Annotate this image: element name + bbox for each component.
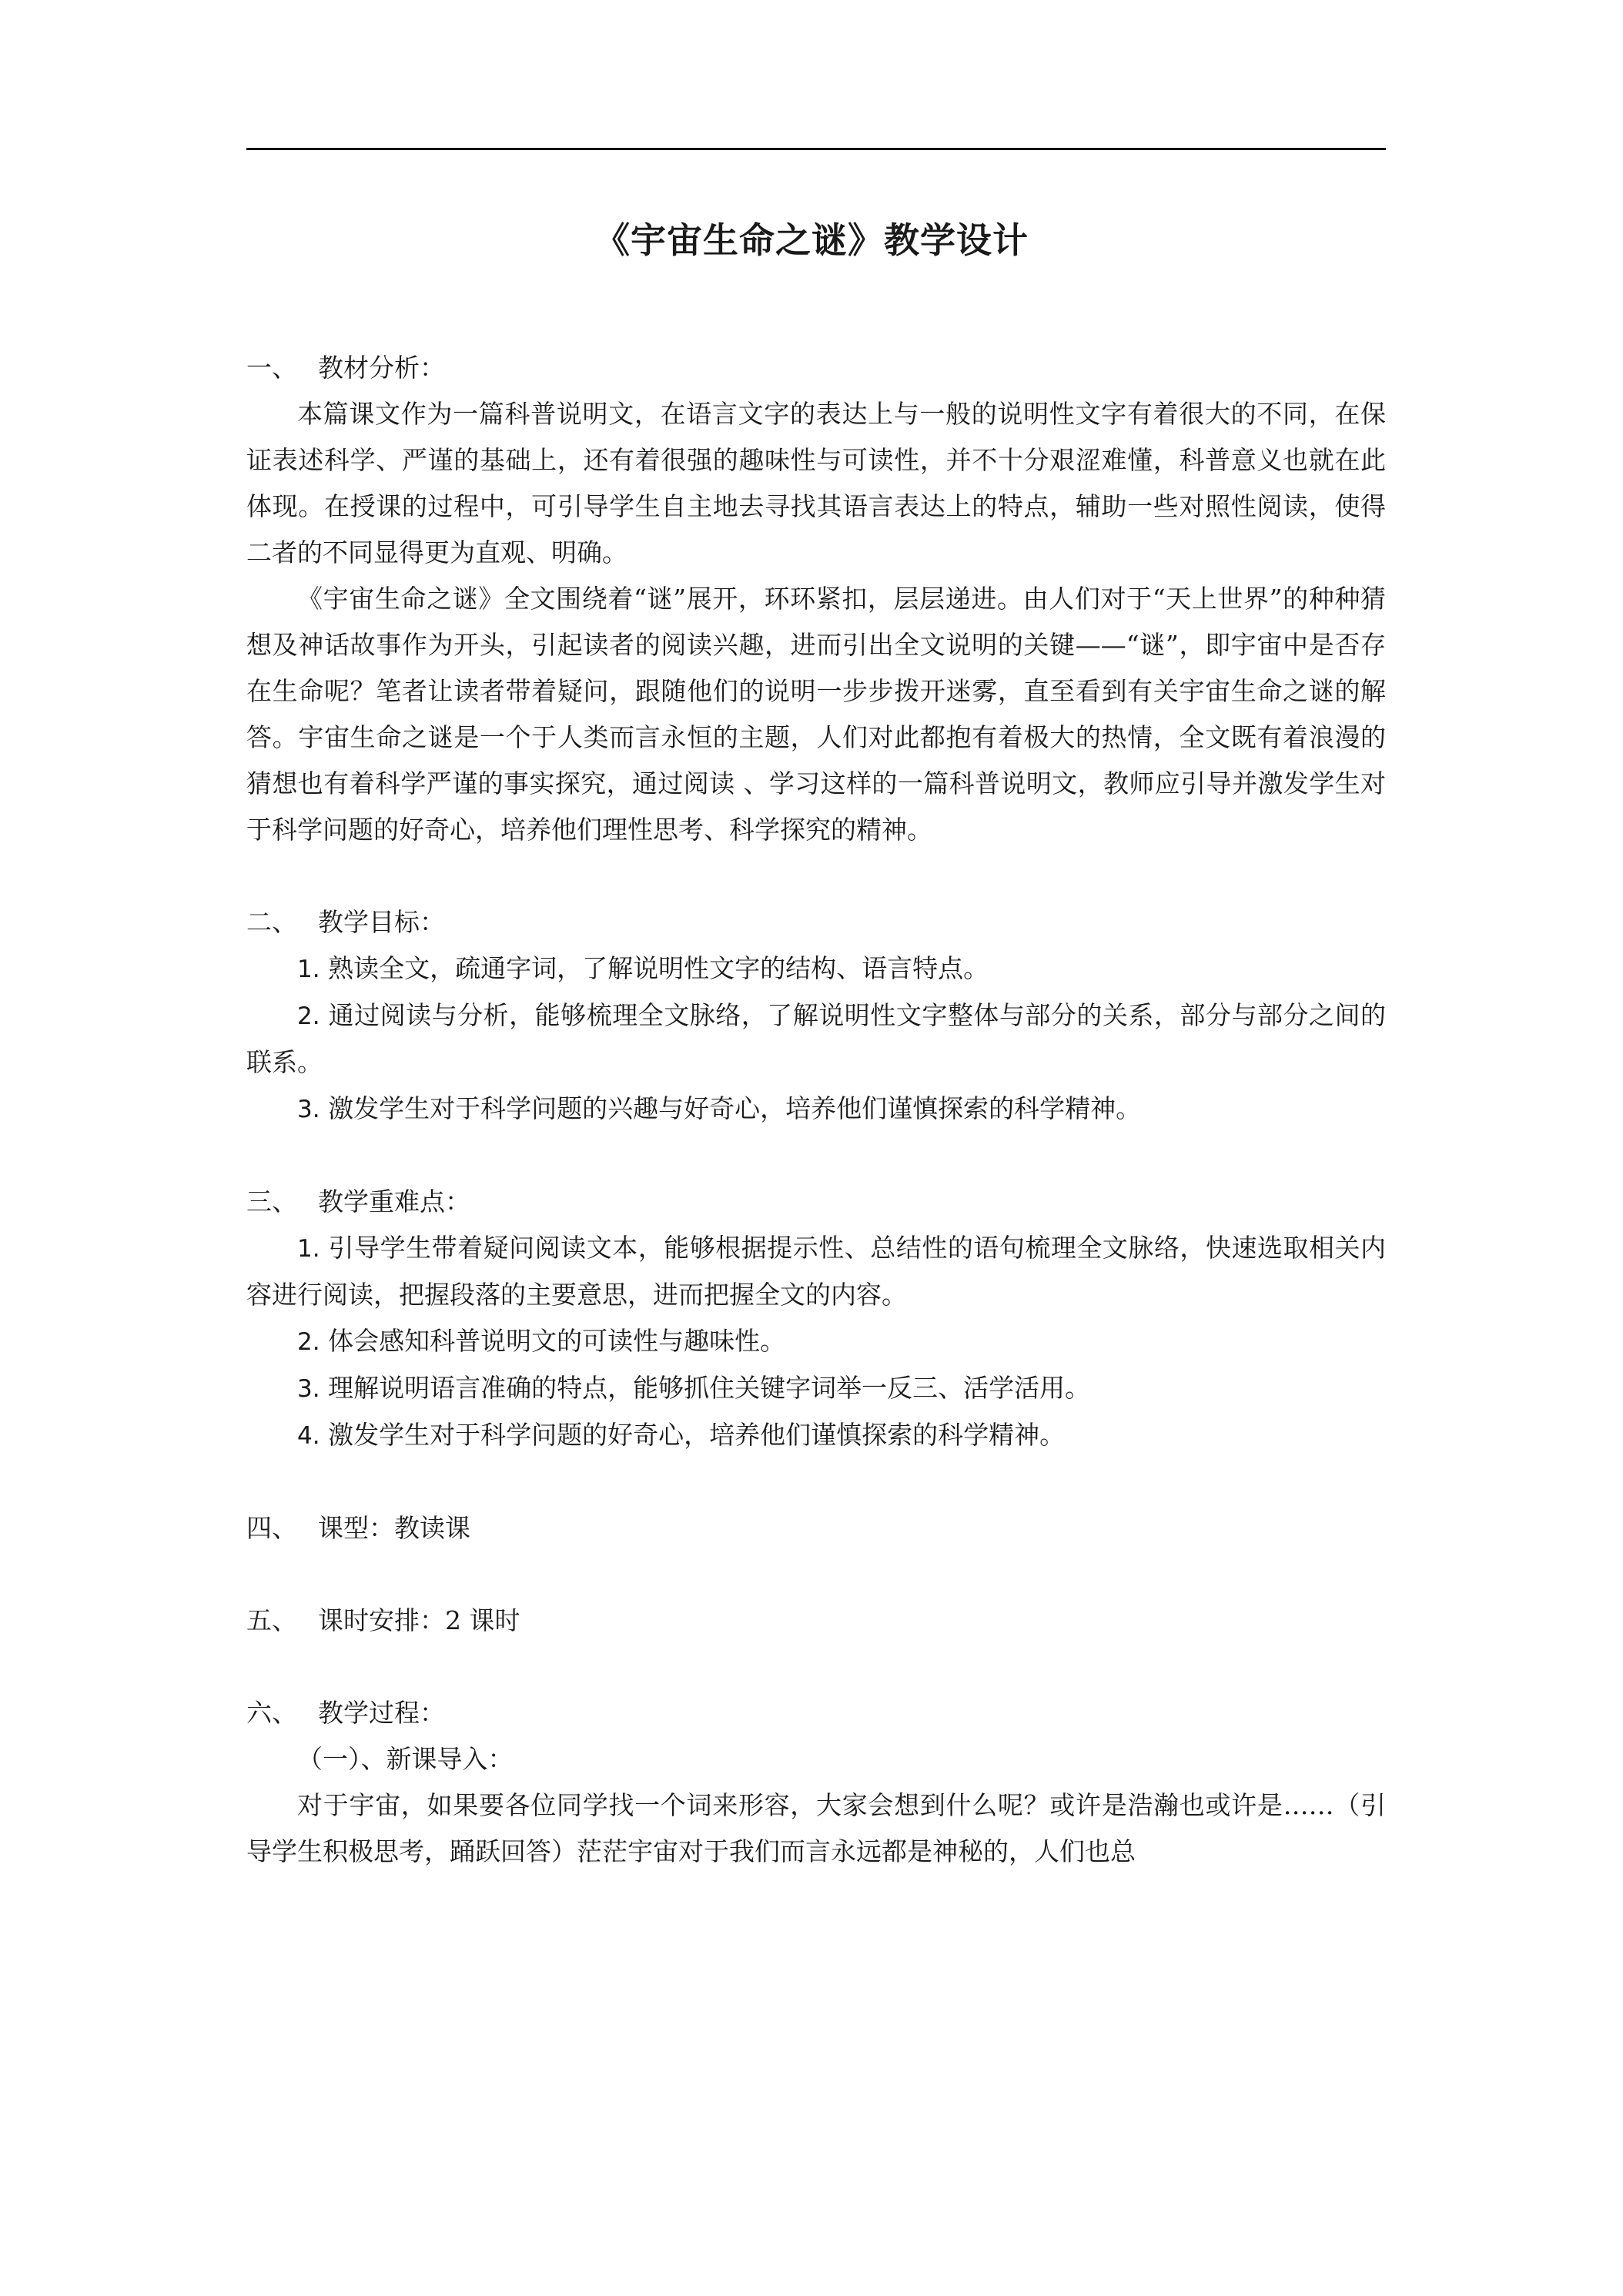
- item-text: 激发学生对于科学问题的好奇心，培养他们谨慎探索的科学精神。: [328, 1420, 1066, 1450]
- spacer: [246, 1551, 1386, 1598]
- list-item: [246, 1225, 1386, 1318]
- section-number: 二、: [246, 907, 297, 937]
- list-item: [246, 1086, 1386, 1133]
- item-number: 1.: [297, 1235, 320, 1263]
- section-label: 教材分析：: [318, 353, 445, 383]
- section-heading-2: [246, 899, 1386, 946]
- item-text: 熟读全文，疏通字词，了解说明性文字的结构、语言特点。: [328, 953, 989, 983]
- item-text: 激发学生对于科学问题的兴趣与好奇心，培养他们谨慎探索的科学精神。: [328, 1093, 1142, 1123]
- item-number: 4.: [297, 1422, 320, 1450]
- section-label: 教学过程：: [318, 1698, 445, 1728]
- spacer: [246, 1644, 1386, 1690]
- section-label: 教学重难点：: [318, 1186, 470, 1217]
- paragraph: 《宇宙生命之谜》全文围绕着“谜”展开，环环紧扣，层层递进。由人们对于“天上世界”的种种猜想及神话故事作为开头，引起读者的阅读兴趣，进而引出全文说明的关键——“谜”，即宇宙中是否存在生命呢？笔者让读者带着疑问，跟随他们的说明一步步拨开迷雾，直至看到有关宇宙生命之谜的解答。宇宙生命之谜是一个于人类而言永恒的主题，人们对此都抱有着极大的热情，全文既有着浪漫的猜想也有着科学严谨的事实探究，通过阅读 、学习这样的一篇科普说明文，教师应引导并激发学生对于科学问题的好奇心，培养他们理性思考、科学探究的精神。: [246, 584, 1386, 845]
- subsection-heading: （一）、新课导入：: [297, 1744, 514, 1774]
- section-label: 课型：教读课: [318, 1513, 470, 1543]
- spacer: [246, 853, 1386, 899]
- section-number: 五、: [246, 1605, 297, 1635]
- section-label: 课时安排：2 课时: [318, 1605, 520, 1635]
- section-number: 六、: [246, 1698, 297, 1728]
- section-label: 教学目标：: [318, 907, 445, 937]
- item-number: 1.: [297, 956, 320, 983]
- section-number: 四、: [246, 1513, 297, 1543]
- section-heading-1: [246, 345, 1386, 391]
- section-heading-6: [246, 1690, 1386, 1736]
- section-number: 三、: [246, 1186, 297, 1217]
- list-item: [246, 1365, 1386, 1412]
- paragraph: 对于宇宙，如果要各位同学找一个词来形容，大家会想到什么呢？或许是浩瀚也或许是……（引导学生积极思考，踊跃回答）茫茫宇宙对于我们而言永远都是神秘的，人们也总: [246, 1790, 1386, 1866]
- spacer: [246, 1459, 1386, 1505]
- spacer: [246, 1133, 1386, 1179]
- item-number: 2.: [297, 1328, 320, 1356]
- header-rule: [246, 148, 1386, 150]
- list-item: [246, 1412, 1386, 1459]
- section-heading-4: [246, 1505, 1386, 1551]
- paragraph: 本篇课文作为一篇科普说明文，在语言文字的表达上与一般的说明性文字有着很大的不同，在保证表述科学、严谨的基础上，还有着很强的趣味性与可读性，并不十分艰涩难懂，科普意义也就在此体现。在授课的过程中，可引导学生自主地去寻找其语言表达上的特点，辅助一些对照性阅读，使得二者的不同显得更为直观、明确。: [246, 399, 1386, 567]
- section-heading-3: [246, 1179, 1386, 1225]
- item-text: 理解说明语言准确的特点，能够抓住关键字词举一反三、活学活用。: [328, 1373, 1091, 1403]
- item-text: 通过阅读与分析，能够梳理全文脉络，了解说明性文字整体与部分的关系，部分与部分之间的联系。: [246, 1000, 1387, 1077]
- item-number: 3.: [297, 1096, 320, 1123]
- section-number: 一、: [246, 353, 297, 383]
- document-title: 《宇宙生命之谜》教学设计: [594, 219, 1029, 261]
- section-heading-5: [246, 1598, 1386, 1644]
- item-number: 2.: [297, 1002, 320, 1030]
- item-text: 体会感知科普说明文的可读性与趣味性。: [328, 1326, 786, 1356]
- item-text: 引导学生带着疑问阅读文本，能够根据提示性、总结性的语句梳理全文脉络，快速选取相关内容进行阅读，把握段落的主要意思，进而把握全文的内容。: [246, 1233, 1387, 1310]
- document-body: [246, 345, 1386, 1875]
- list-item: [246, 946, 1386, 992]
- list-item: [246, 1318, 1386, 1365]
- item-number: 3.: [297, 1375, 320, 1403]
- list-item: [246, 992, 1386, 1086]
